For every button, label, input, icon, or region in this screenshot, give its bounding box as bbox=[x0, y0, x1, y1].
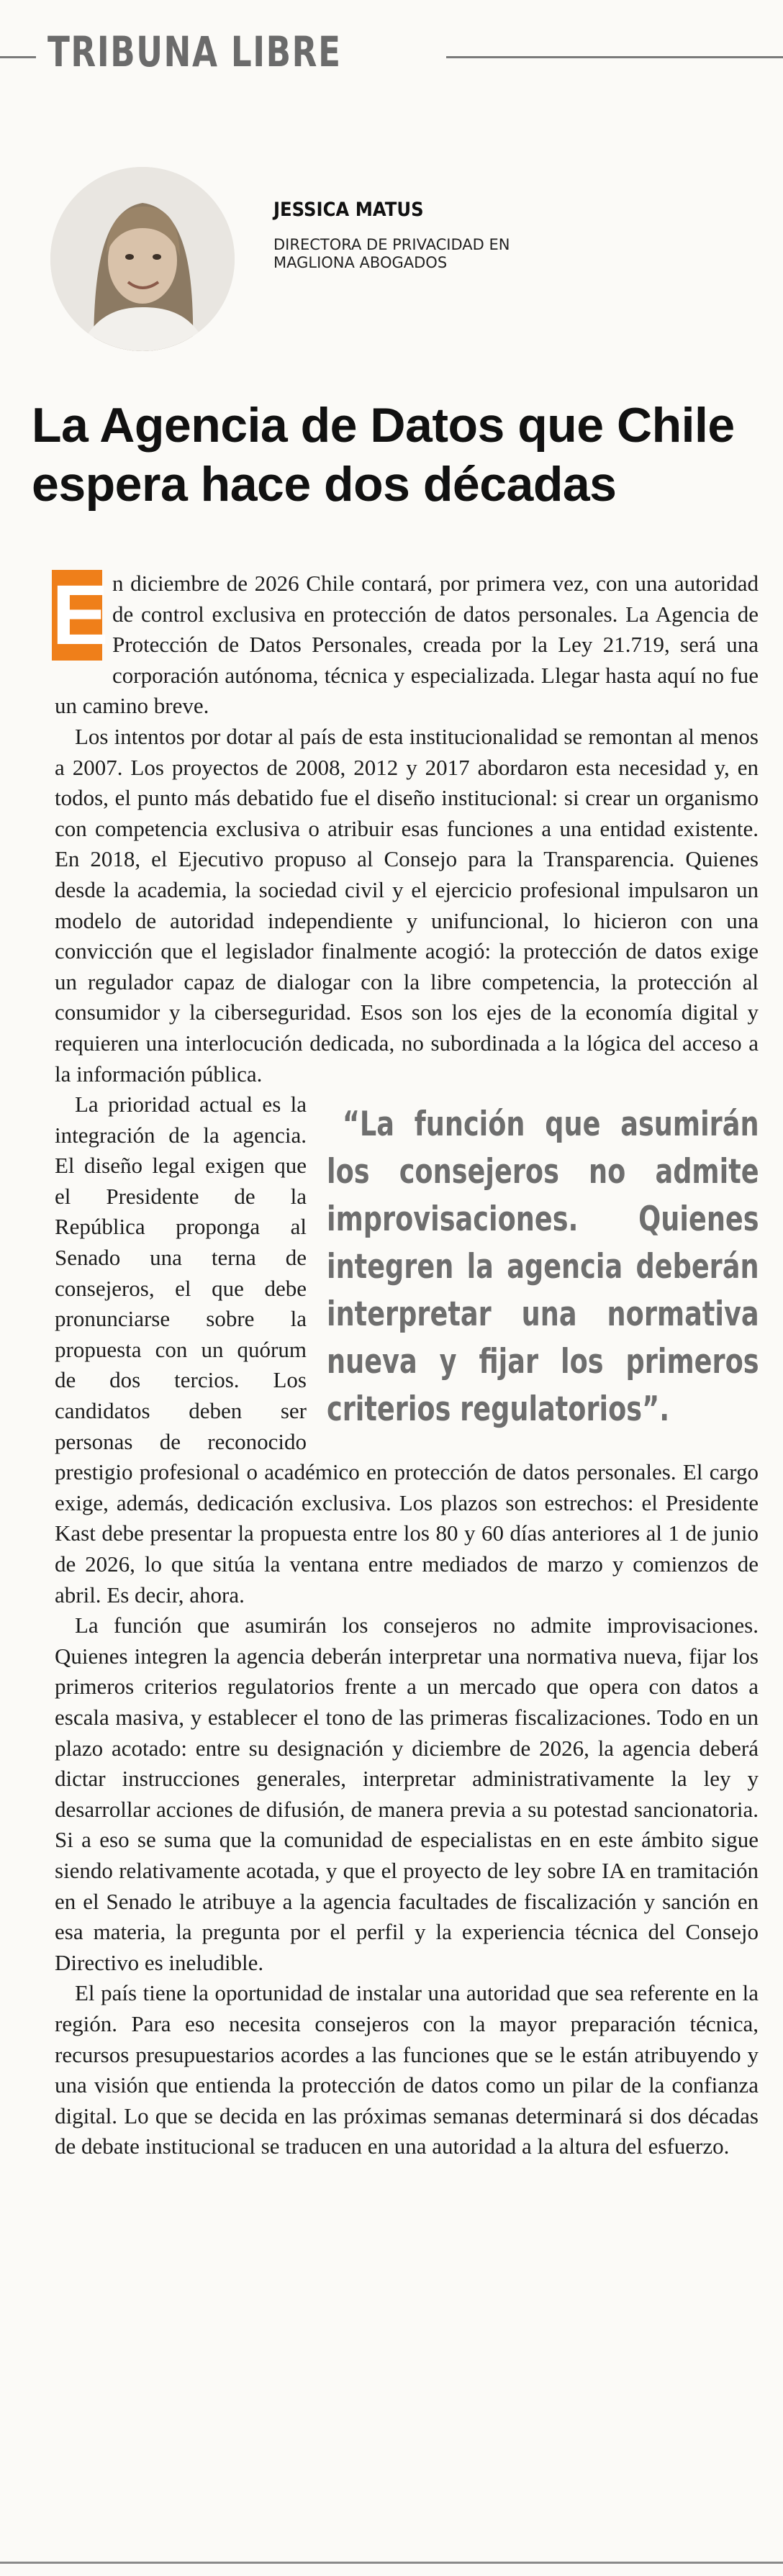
author-portrait-icon bbox=[50, 167, 235, 351]
article-paragraph-4: La función que asumirán los consejeros no admite improvisaciones. Quienes integren la agencia deberán interpretar una normativa nueva, fijar los primeros criterios regulatorios frente a un mercado que opera con datos a escala masiva, y establecer el tono de las primeras fiscalizaciones. Todo en un plazo acotado: entre su designación y diciembre de 2026, la agencia deberá dictar instrucciones generales, interpretar administrativamente la ley y desarrollar acciones de difusión, de manera previa a su potestad sancionatoria. Si a eso se suma que la comunidad de especialistas en en este ámbito sigue siendo relativamente acotada, y que el proyecto de ley sobre IA en tramitación en el Senado le atribuye a la agencia facultades de fiscalización y sanción en esa materia, la pregunta por el perfil y la experiencia técnica del Consejo Directivo es ineludible. bbox=[55, 1613, 759, 1975]
header-rule-right bbox=[446, 56, 783, 58]
bottom-rule bbox=[0, 2562, 783, 2564]
header-rule-left bbox=[0, 56, 36, 58]
paragraph-3-text: La prioridad actual es la integración de la agencia. El diseño legal exigen que el Presidente de la República proponga al Senado una terna de consejeros, el que debe pronunciarse sobre la propuesta con un quórum de dos tercios. Los candidatos deben ser personas de reconocido prestigio profesional o académico en protección de datos personales. El cargo exige, además, dedicación exclusiva. Los plazos son estrechos: el Presidente Kast debe presentar la propuesta entre los 80 y 60 días anteriores al 1 de junio de 2026, lo que sitúa la ventana entre mediados de marzo y comienzos de abril. Es decir, ahora. bbox=[55, 1092, 759, 1607]
author-block bbox=[50, 167, 698, 354]
article-headline: La Agencia de Datos que Chile espera hace dos décadas bbox=[32, 398, 735, 512]
pull-quote: “La función que asumirán los consejeros no admite improvisaciones. Quienes integren la agencia deberán interpretar una normativa nueva y fijar los primeros criterios regulatorios”. bbox=[327, 1105, 759, 1430]
pull-quote-box bbox=[327, 1101, 759, 1446]
drop-cap: E bbox=[52, 568, 109, 663]
section-header bbox=[0, 13, 783, 78]
article-paragraph-5: El país tiene la oportunidad de instalar una autoridad que sea referente en la región. Para eso necesita consejeros con la mayor preparación técnica, recursos presupuestarios acordes a las funciones que se le están atribuyendo y una visión que entienda la protección de datos como un pilar de la confianza digital. Lo que se decida en las próximas semanas determinará si dos décadas de debate institucional se traducen en una autoridad a la altura del esfuerzo. bbox=[55, 1980, 759, 2159]
section-label: TRIBUNA LIBRE bbox=[47, 27, 342, 76]
article-paragraph-1 bbox=[52, 568, 759, 722]
author-name: JESSICA MATUS bbox=[273, 199, 424, 221]
author-role: DIRECTORA DE PRIVACIDAD EN MAGLIONA ABOGADOS bbox=[273, 236, 510, 271]
paragraph-1-text: n diciembre de 2026 Chile contará, por primera vez, con una autoridad de control exclusiva en protección de datos personales. La Agencia de Protección de Datos Personales, creada por la Ley 21.719, será una corporación autónoma, técnica y especializada. Llegar hasta aquí no fue un camino breve. bbox=[55, 571, 759, 719]
avatar bbox=[50, 167, 235, 351]
article-paragraph-2: Los intentos por dotar al país de esta institucionalidad se remontan al menos a 2007. Los proyectos de 2008, 2012 y 2017 abordaron esta necesidad y, en todos, el punto más debatido fue el diseño institucional: si crear un organismo con competencia exclusiva o atribuir esas funciones a una entidad existente. En 2018, el Ejecutivo propuso al Consejo para la Transparencia. Quienes desde la academia, la sociedad civil y el ejercicio profesional impulsaron un modelo de autoridad independiente y unifuncional, lo hicieron con una convicción que el legislador finalmente acogió: la protección de datos exige un regulador capaz de dialogar con la libre competencia, la protección al consumidor y la ciberseguridad. Esos son los ejes de la economía digital y requieren una interlocución dedicada, no subordinada a la lógica del acceso a la información pública. bbox=[55, 723, 759, 1087]
article-paragraph-3 bbox=[55, 1089, 759, 1610]
article-body bbox=[52, 568, 759, 2162]
